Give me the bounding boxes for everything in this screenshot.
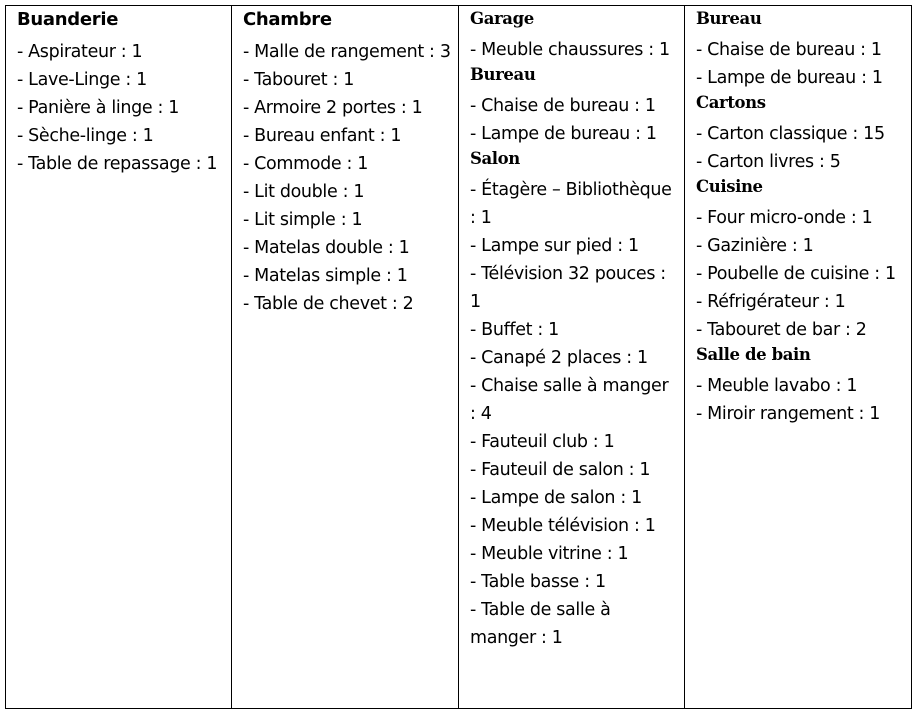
list-item: - Poubelle de cuisine : 1 (696, 264, 896, 284)
list-item: - Tabouret : 1 (243, 70, 354, 90)
inventory-table (5, 5, 912, 709)
room-heading: Cuisine (696, 177, 763, 196)
list-item: - Lampe de bureau : 1 (470, 124, 657, 144)
column-garage-bureau-salon (459, 6, 685, 709)
list-item: - Table de chevet : 2 (243, 294, 414, 314)
list-item: - Matelas simple : 1 (243, 266, 408, 286)
list-item: - Canapé 2 places : 1 (470, 348, 648, 368)
list-item: - Fauteuil club : 1 (470, 432, 615, 452)
list-item: - Sèche-linge : 1 (17, 126, 154, 146)
list-item: - Table de salle à manger : 1 (470, 600, 611, 648)
list-item: - Télévision 32 pouces : 1 (470, 264, 666, 312)
room-garage (470, 8, 678, 64)
list-item: - Armoire 2 portes : 1 (243, 98, 423, 118)
list-item: - Table de repassage : 1 (17, 154, 218, 174)
list-item: - Chaise de bureau : 1 (696, 40, 882, 60)
list-item: - Malle de rangement : 3 (243, 42, 451, 62)
list-item: - Gazinière : 1 (696, 236, 814, 256)
column-bureau-cartons-cuisine-sdb (685, 6, 912, 709)
room-salon (470, 148, 678, 652)
list-item: - Four micro-onde : 1 (696, 208, 873, 228)
room-heading: Salon (470, 149, 520, 168)
list-item: - Lit double : 1 (243, 182, 365, 202)
list-item: - Lampe sur pied : 1 (470, 236, 639, 256)
room-heading: Chambre (243, 9, 332, 30)
list-item: - Fauteuil de salon : 1 (470, 460, 651, 480)
list-item: - Chaise de bureau : 1 (470, 96, 656, 116)
room-cartons (696, 92, 905, 176)
room-cuisine (696, 176, 905, 344)
list-item: - Buffet : 1 (470, 320, 559, 340)
list-item: - Meuble lavabo : 1 (696, 376, 858, 396)
room-chambre (243, 8, 452, 318)
room-heading: Cartons (696, 93, 766, 112)
list-item: - Bureau enfant : 1 (243, 126, 402, 146)
list-item: - Meuble vitrine : 1 (470, 544, 629, 564)
room-heading: Salle de bain (696, 345, 811, 364)
room-buanderie (17, 8, 225, 178)
room-heading: Bureau (470, 65, 536, 84)
list-item: - Miroir rangement : 1 (696, 404, 881, 424)
room-bureau (470, 64, 678, 148)
list-item: - Panière à linge : 1 (17, 98, 180, 118)
room-bureau (696, 8, 905, 92)
list-item: - Meuble chaussures : 1 (470, 40, 670, 60)
list-item: - Étagère – Bibliothèque : 1 (470, 180, 672, 228)
list-item: - Lave-Linge : 1 (17, 70, 147, 90)
column-chambre (232, 6, 459, 709)
room-heading: Bureau (696, 9, 762, 28)
table-row (6, 6, 912, 709)
room-heading: Garage (470, 9, 534, 28)
list-item: - Tabouret de bar : 2 (696, 320, 867, 340)
list-item: - Lit simple : 1 (243, 210, 363, 230)
room-heading: Buanderie (17, 9, 119, 30)
list-item: - Carton livres : 5 (696, 152, 841, 172)
column-buanderie (6, 6, 232, 709)
list-item: - Table basse : 1 (470, 572, 606, 592)
list-item: - Commode : 1 (243, 154, 369, 174)
room-salle-de-bain (696, 344, 905, 428)
list-item: - Lampe de salon : 1 (470, 488, 642, 508)
list-item: - Matelas double : 1 (243, 238, 410, 258)
list-item: - Réfrigérateur : 1 (696, 292, 846, 312)
list-item: - Meuble télévision : 1 (470, 516, 656, 536)
list-item: - Chaise salle à manger : 4 (470, 376, 669, 424)
list-item: - Lampe de bureau : 1 (696, 68, 883, 88)
list-item: - Aspirateur : 1 (17, 42, 143, 62)
list-item: - Carton classique : 15 (696, 124, 885, 144)
